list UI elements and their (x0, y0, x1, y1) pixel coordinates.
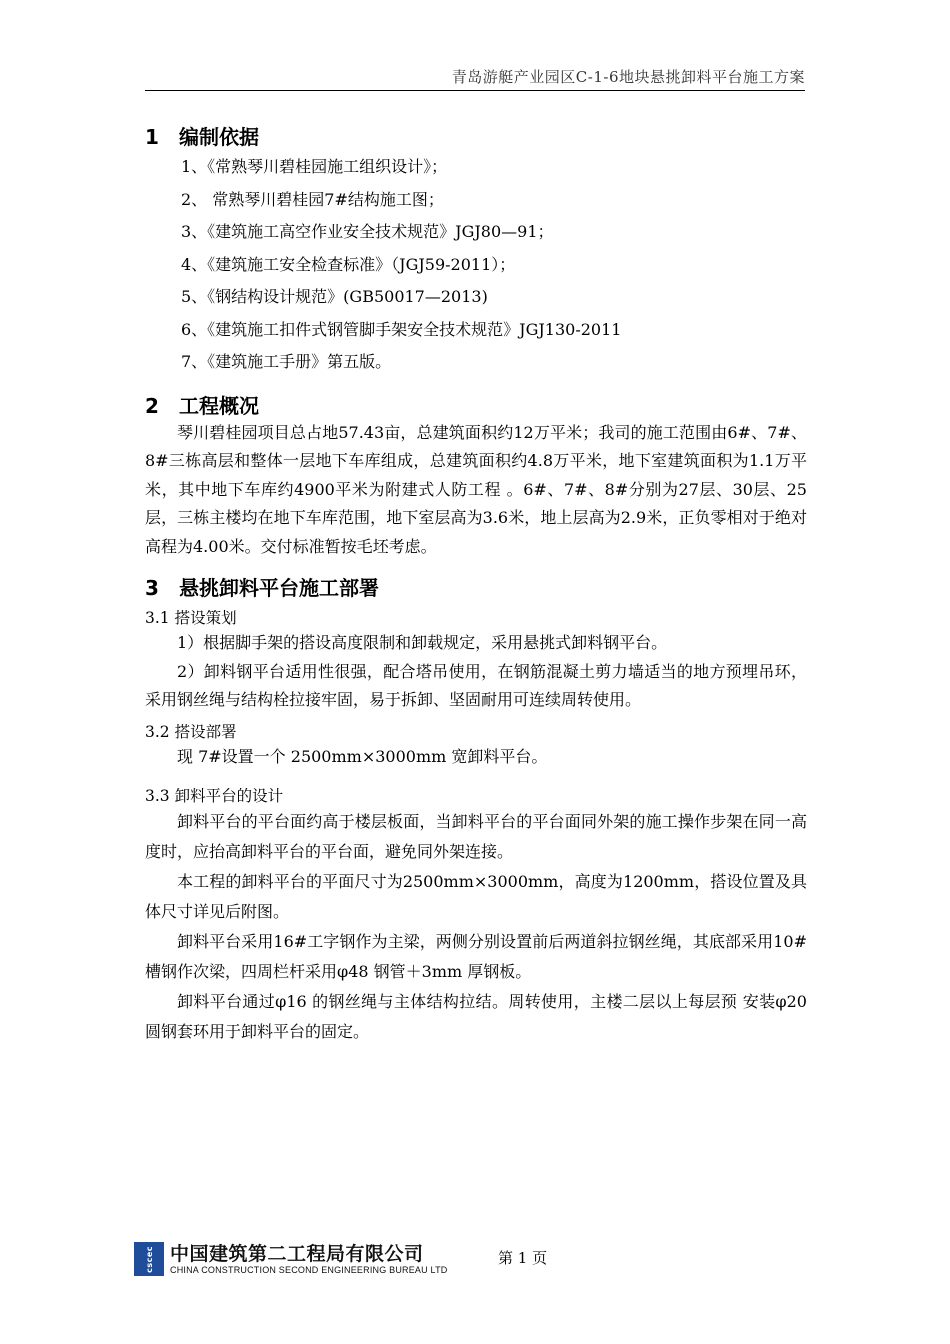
overview-paragraph: 琴川碧桂园项目总占地57.43亩，总建筑面积约12万平米；我司的施工范围由6#、7#、8#三栋高层和整体一层地下车库组成，总建筑面积约4.8万平米，地下室建筑面积为1.1万平米，其中地下车库约4900平米为附建式人防工程 。6#、7#、8#分别为27层、30层、25层，三栋主楼均在地下车库范围，地下室层高为3.6米，地上层高为2.9米，正负零相对于绝对高程为4.00米。交付标准暂按毛坯考虑。 (145, 422, 807, 556)
subsection-3-2-heading: 3.2 搭设部署 (145, 722, 237, 741)
subsection-3-1-body (145, 629, 807, 715)
section-title: 工程概况 (179, 393, 259, 418)
section-1-heading (145, 122, 807, 152)
cscec-logo-icon (134, 1242, 164, 1276)
reference-item: 7、《建筑施工手册》第五版。 (181, 352, 392, 371)
body-paragraph: 卸料平台通过φ16 的钢丝绳与主体结构拉结。周转使用，主楼二层以上每层预 安装φ20 圆钢套环用于卸料平台的固定。 (145, 992, 807, 1041)
logo-text: cscec (144, 1245, 154, 1273)
reference-item: 6、《建筑施工扣件式钢管脚手架安全技术规范》JGJ130-2011 (181, 319, 622, 339)
subsection-3-2-body (145, 743, 807, 772)
body-paragraph: 卸料平台的平台面约高于楼层板面，当卸料平台的平台面同外架的施工操作步架在同一高度时，应抬高卸料平台的平台面，避免同外架连接。 (145, 812, 807, 861)
subsection-3-3-heading: 3.3 卸料平台的设计 (145, 787, 284, 805)
reference-list (145, 151, 807, 379)
subsection-3-3-body (145, 807, 807, 1047)
body-paragraph: 1）根据脚手架的搭设高度限制和卸载规定，采用悬挑式卸料钢平台。 (177, 633, 668, 652)
section-2-heading (145, 391, 807, 421)
body-paragraph: 卸料平台采用16#工字钢作为主梁，两侧分别设置前后两道斜拉钢丝绳，其底部采用10#槽钢作次梁，四周栏杆采用φ48 钢管＋3mm 厚钢板。 (145, 932, 807, 981)
section-number: 2 (145, 393, 159, 418)
subsection-3-1-heading: 3.1 搭设策划 (145, 609, 237, 627)
section-number: 1 (145, 125, 159, 149)
header-rule (145, 90, 805, 91)
page-number: 第 1 页 (498, 1249, 548, 1267)
reference-item: 2、 常熟琴川碧桂园7#结构施工图； (181, 189, 444, 209)
company-logo (134, 1242, 447, 1276)
section-number: 3 (145, 576, 159, 600)
section-title: 悬挑卸料平台施工部署 (179, 576, 379, 600)
company-name-cn: 中国建筑第二工程局有限公司 (170, 1242, 424, 1265)
body-paragraph: 现 7#设置一个 2500mm×3000mm 宽卸料平台。 (177, 746, 548, 766)
body-paragraph: 本工程的卸料平台的平面尺寸为2500mm×3000mm，高度为1200mm，搭设位置及具体尺寸详见后附图。 (145, 872, 807, 921)
section-3-heading (145, 573, 807, 603)
reference-item: 5、《钢结构设计规范》(GB50017—2013) (181, 287, 488, 306)
header-title: 青岛游艇产业园区C-1-6地块悬挑卸料平台施工方案 (451, 68, 805, 86)
company-name-en: CHINA CONSTRUCTION SECOND ENGINEERING BUREAU LTD (170, 1264, 448, 1275)
reference-item: 4、《建筑施工安全检查标准》（JGJ59-2011）； (181, 254, 516, 274)
reference-item: 1、《常熟琴川碧桂园施工组织设计》； (181, 157, 448, 176)
body-paragraph: 2）卸料钢平台适用性很强，配合塔吊使用，在钢筋混凝土剪力墙适当的地方预埋吊环，采用钢丝绳与结构栓拉接牢固，易于拆卸、坚固耐用可连续周转使用。 (145, 661, 807, 709)
section-title: 编制依据 (179, 125, 259, 149)
reference-item: 3、《建筑施工高空作业安全技术规范》JGJ80—91； (181, 222, 554, 241)
content (145, 120, 807, 1047)
company-name-block (170, 1243, 447, 1276)
